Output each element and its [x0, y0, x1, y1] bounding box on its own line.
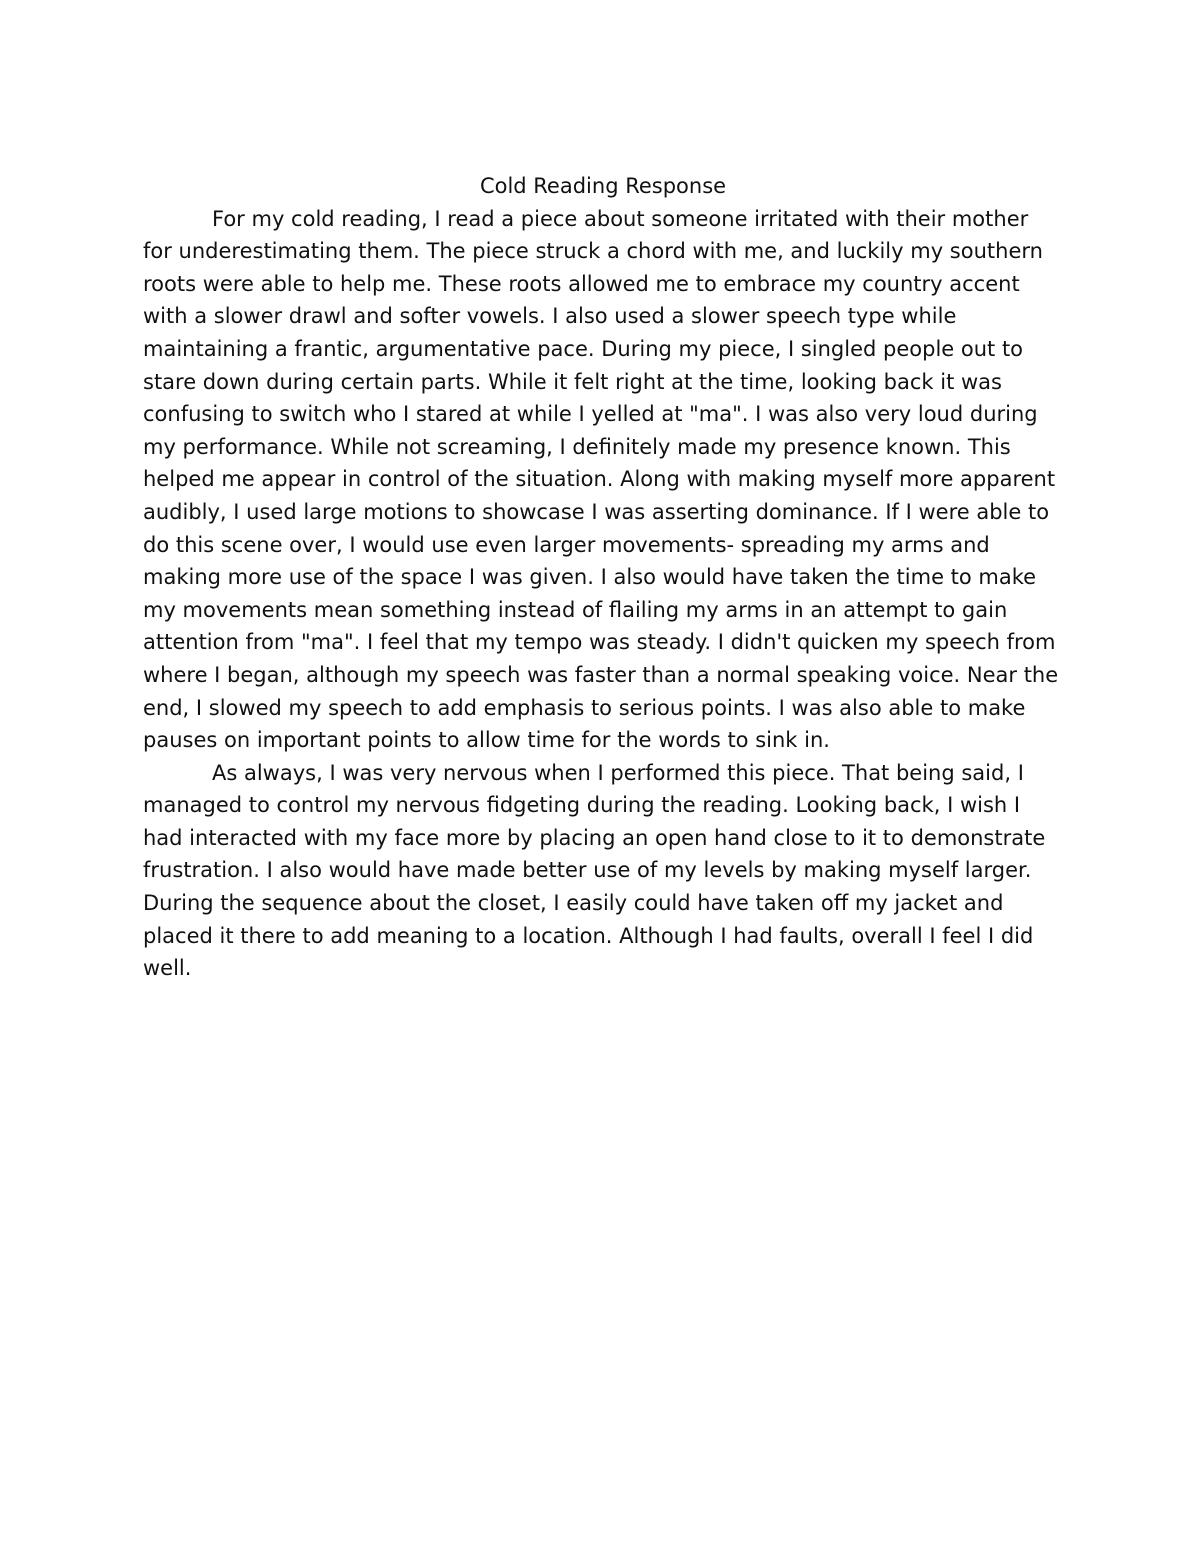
document-title: Cold Reading Response — [479, 174, 727, 198]
paragraph-2: As always, I was very nervous when I performed this piece. That being said, I managed to control my nervous fidgeting during the reading. Looking back, I wish I had interacted with my face more by placing an open hand close to it to demonstrate frustration. I also would have made better use of my levels by making myself larger. During the sequence about the closet, I easily could have taken off my jacket and placed it there to add meaning to a location. Although I had faults, overall I feel I did well. — [143, 760, 1046, 981]
paragraph-1: For my cold reading, I read a piece about someone irritated with their mother for underestimating them. The piece struck a chord with me, and luckily my southern roots were able to help me. These roots allowed me to embrace my country accent with a slower drawl and softer vowels. I also used a slower speech type while maintaining a frantic, argumentative pace. During my piece, I singled people out to stare down during certain parts. While it felt right at the time, looking back it was confusing to switch who I stared at while I yelled at "ma". I was also very loud during my performance. While not screaming, I definitely made my presence known. This helped me appear in control of the situation. Along with making myself more apparent audibly, I used large motions to showcase I was asserting dominance. If I were able to do this scene over, I would use even larger movements- spreading my arms and making more use of the space I was given. I also would have taken the time to make my movements mean something instead of flailing my arms in an attempt to gain attention from "ma". I feel that my tempo was steady. I didn't quicken my speech from where I began, although my speech was faster than a normal speaking voice. Near the end, I slowed my speech to add emphasis to serious points. I was also able to make pauses on important points to allow time for the words to sink in. — [143, 206, 1059, 753]
document-body — [143, 170, 1063, 985]
